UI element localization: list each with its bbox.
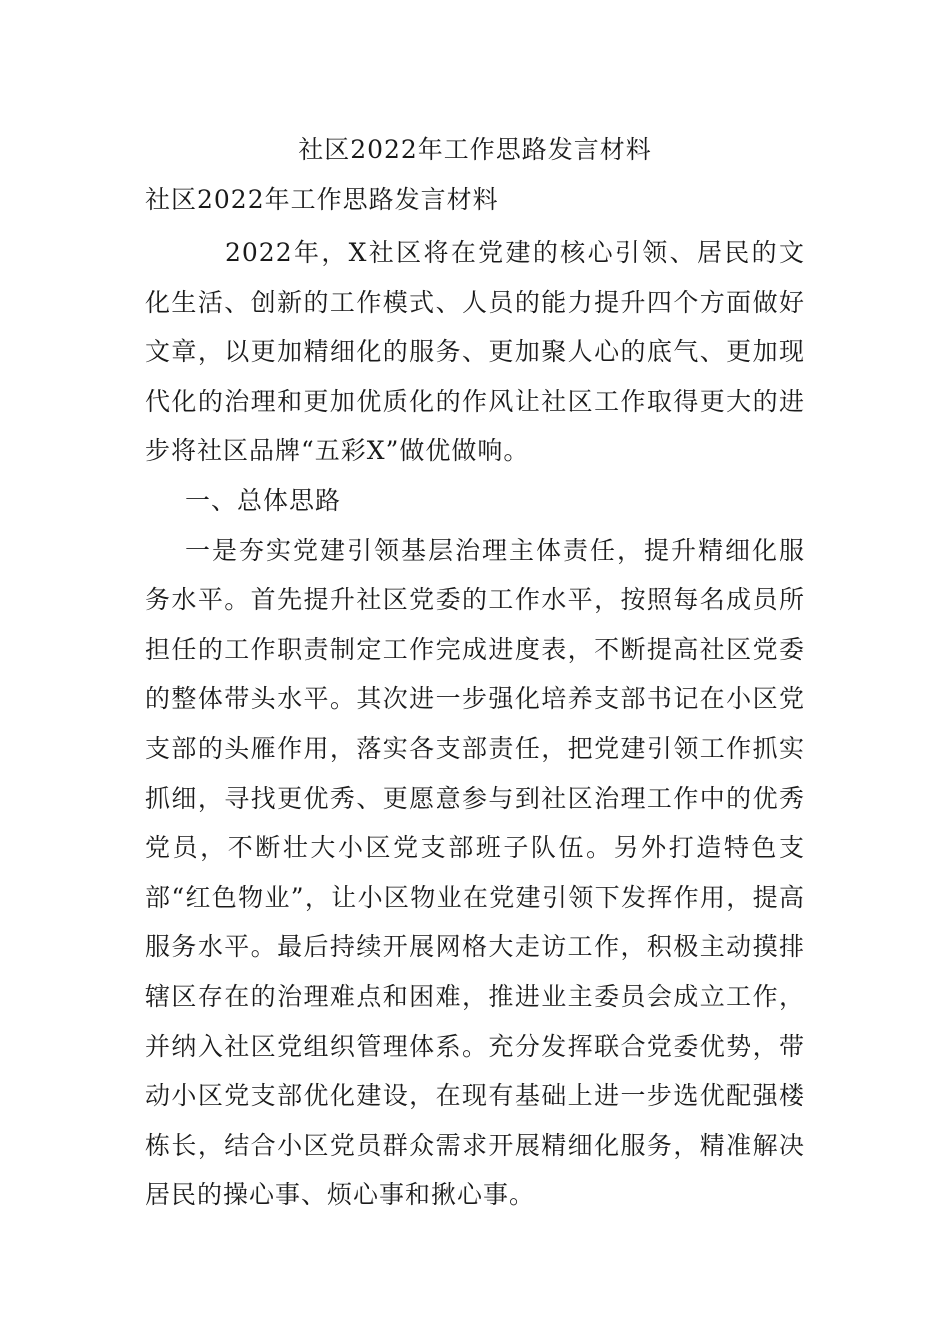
intro-paragraph: 2022年，X社区将在党建的核心引领、居民的文化生活、创新的工作模式、人员的能力提升四个方面做好文章，以更加精细化的服务、更加聚人心的底气、更加现代化的治理和更加优质化的作风让社区工作取得更大的进步将社区品牌“五彩X”做优做响。: [145, 238, 805, 466]
section-heading: 一、总体思路: [185, 485, 342, 515]
document-title: 社区2022年工作思路发言材料: [298, 135, 652, 164]
document-subtitle: 社区2022年工作思路发言材料: [145, 185, 499, 214]
point-one-paragraph: 一是夯实党建引领基层治理主体责任，提升精细化服务水平。首先提升社区党委的工作水平，按照每名成员所担任的工作职责制定工作完成进度表，不断提高社区党委的整体带头水平。其次进一步强化培养支部书记在小区党支部的头雁作用，落实各支部责任，把党建引领工作抓实抓细，寻找更优秀、更愿意参与到社区治理工作中的优秀党员，不断壮大小区党支部班子队伍。另外打造特色支部“红色物业”，让小区物业在党建引领下发挥作用，提高服务水平。最后持续开展网格大走访工作，积极主动摸排辖区存在的治理难点和困难，推进业主委员会成立工作，并纳入社区党组织管理体系。充分发挥联合党委优势，带动小区党支部优化建设，在现有基础上进一步选优配强楼栋长，结合小区党员群众需求开展精细化服务，精准解决居民的操心事、烦心事和揪心事。: [145, 535, 805, 1210]
document-body: [145, 228, 805, 1220]
